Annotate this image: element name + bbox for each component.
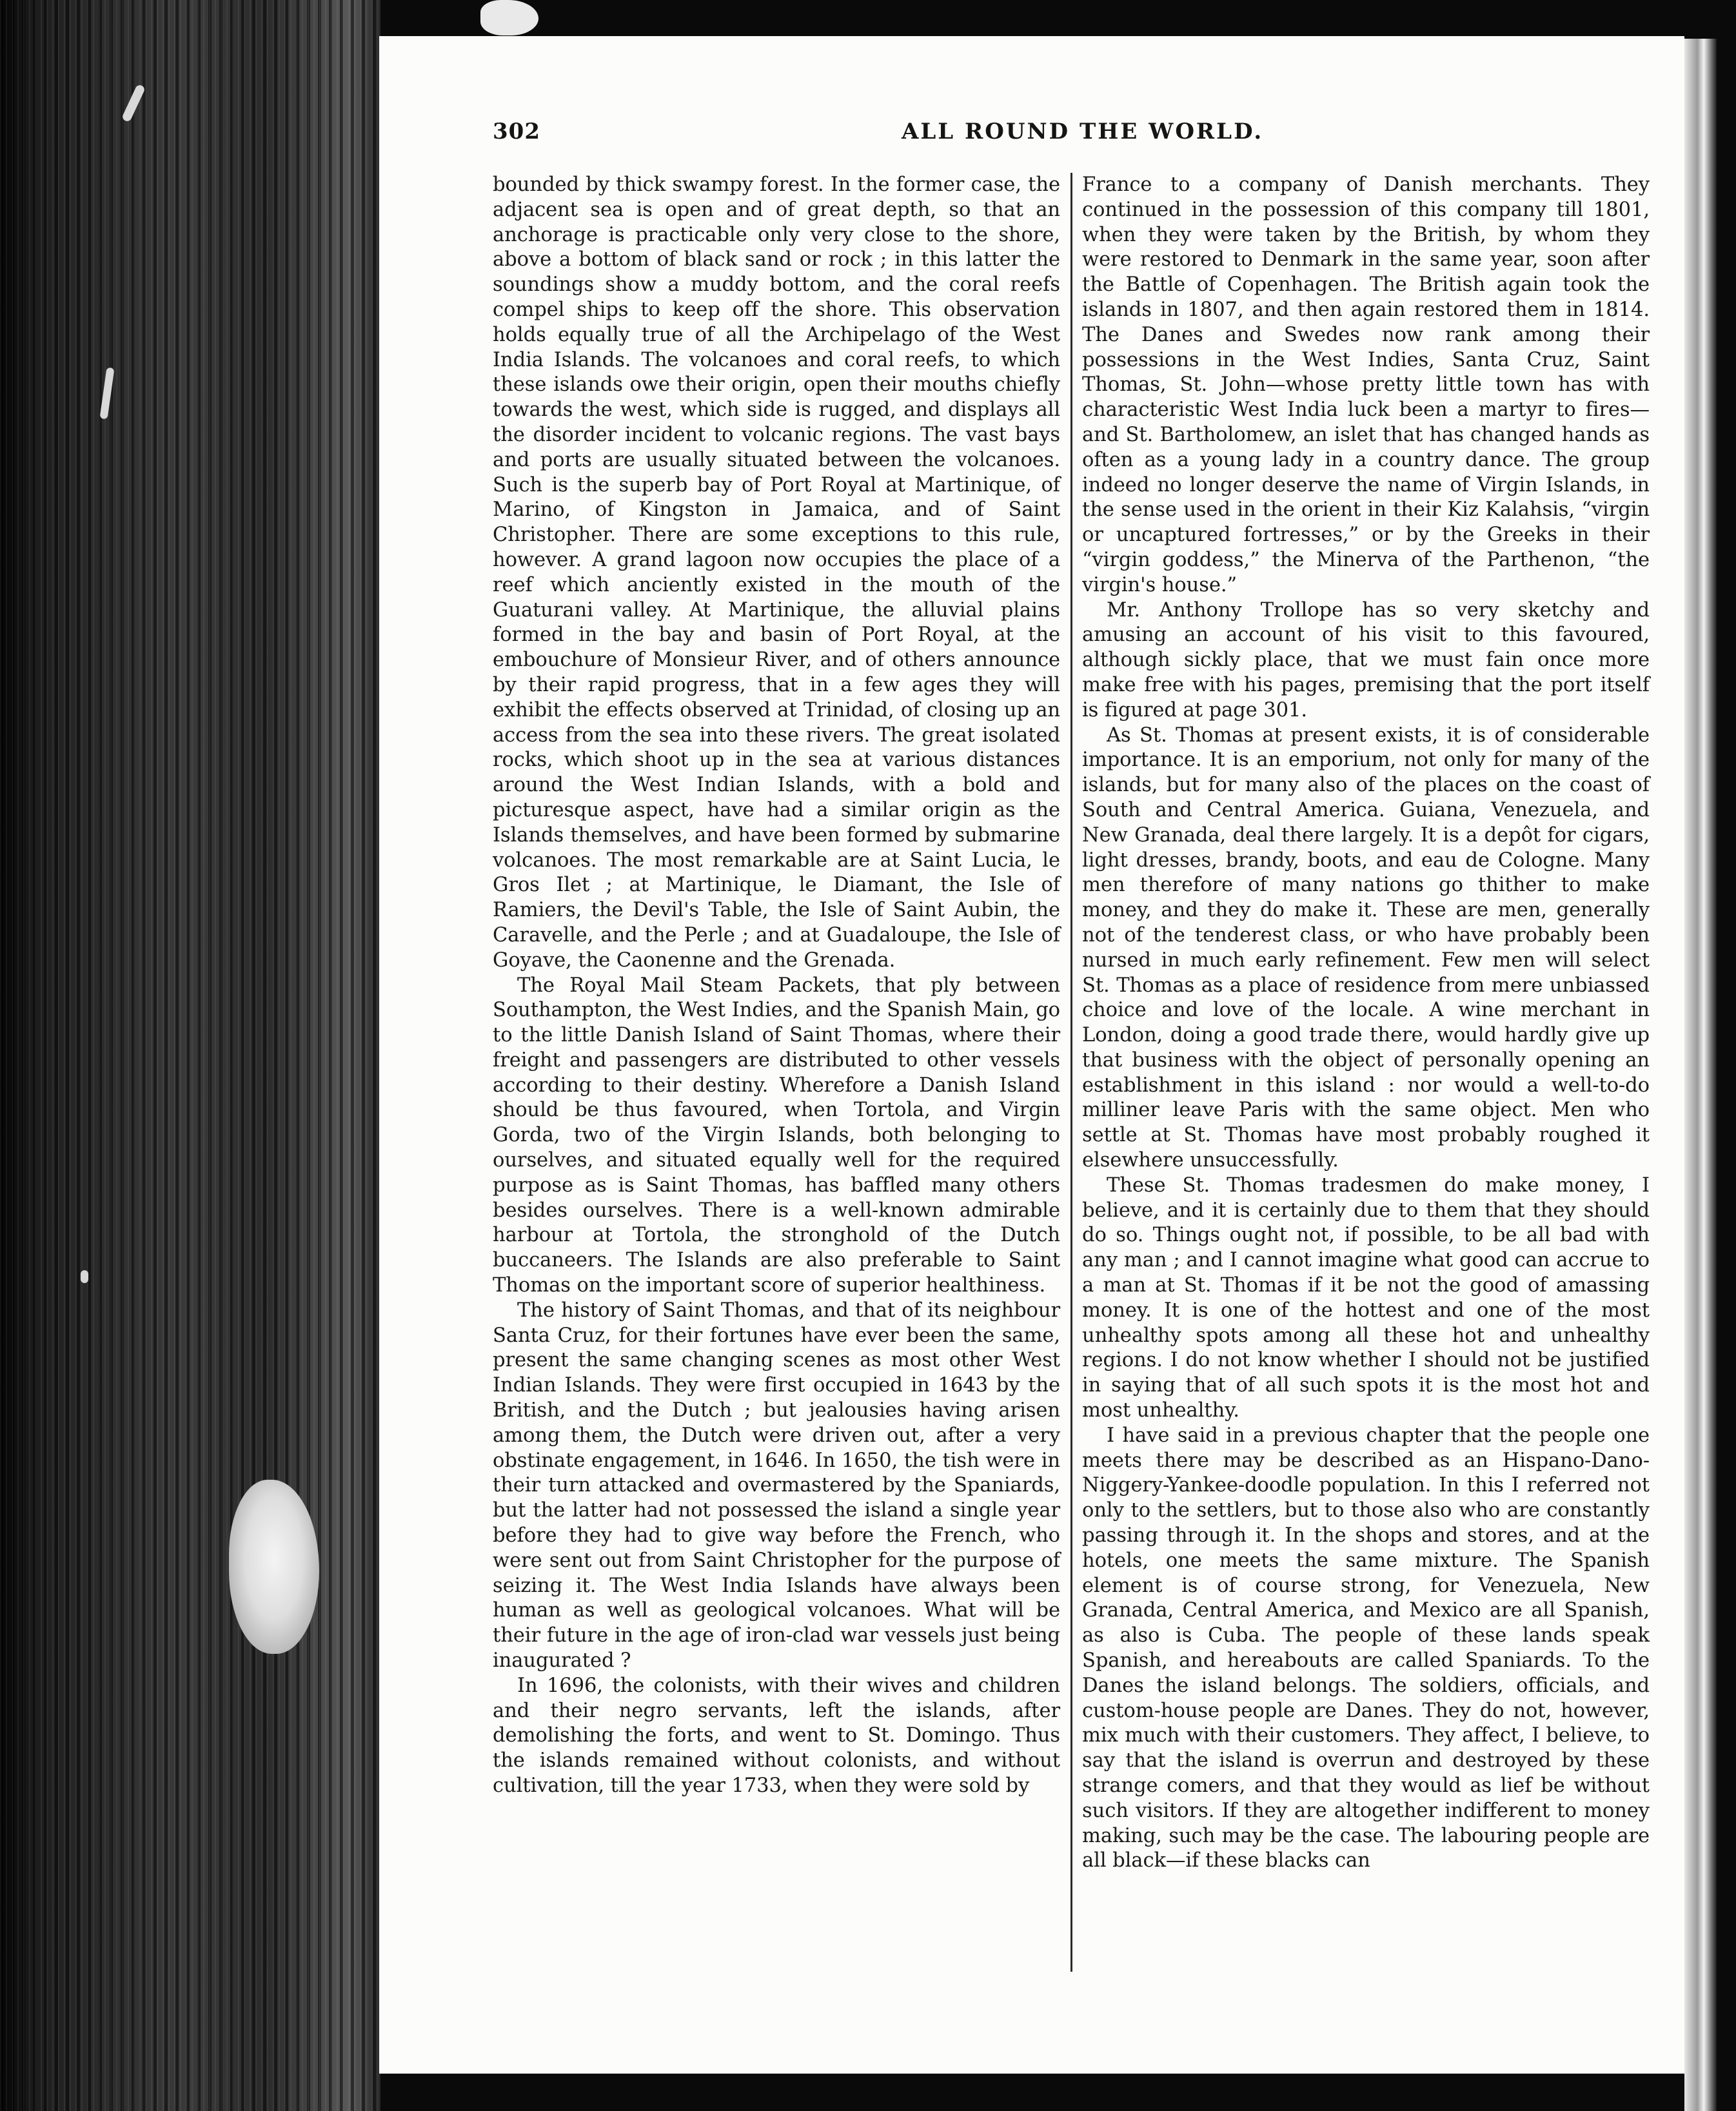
paragraph: As St. Thomas at present exists, it is of considerable importance. It is an emporium, not only for many of the islands, but for many also of the places on the coast of South and Central America. Guiana, Venezuela, and New Granada, deal there largely. It is a depôt for cigars, light dresses, brandy, boots, and eau de Cologne. Many men therefore of many nations go thither to make money, and they do make it. These are men, generally not of the tenderest class, or who have probably been nursed in much early refinement. Few men will select St. Thomas as a place of residence from mere unbiassed choice and love of the locale. A wine merchant in London, doing a good trade there, would hardly give up that business with the object of personally opening an establishment in this island : nor would a well-to-do milliner leave Paris with the same object. Men who settle at St. Thomas have most probably roughed it elsewhere unsuccessfully. bbox=[1082, 723, 1650, 1172]
paragraph: France to a company of Danish merchants. They continued in the possession of this company till 1801, when they were taken by the British, by whom they were restored to Denmark in the same year, soon after the Battle of Copenhagen. The British again took the islands in 1807, and then again restored them in 1814. The Danes and Swedes now rank among their possessions in the West Indies, Santa Cruz, Saint Thomas, St. John—whose pretty little town has with characteristic West India luck been a martyr to fires—and St. Bartholomew, an islet that has changed hands as often as a young lady in a country dance. The group indeed no longer deserve the name of Virgin Islands, in the sense used in the orient in their Kiz Kalahsis, “virgin or uncaptured fortresses,” or by the Greeks in their “virgin goddess,” the Minerva of the Parthenon, “the virgin's house.” bbox=[1082, 173, 1650, 596]
paragraph: bounded by thick swampy forest. In the former case, the adjacent sea is open and of great depth, so that an anchorage is practicable only very close to the shore, above a bottom of black sand or rock ; in this latter the soundings show a muddy bottom, and the coral reefs compel ships to keep off the shore. This observation holds equally true of all the Archipelago of the West India Islands. The volcanoes and coral reefs, to which these islands owe their origin, open their mouths chiefly towards the west, which side is rugged, and displays all the disorder incident to volcanic regions. The vast bays and ports are usually situated between the volcanoes. Such is the superb bay of Port Royal at Martinique, of Marino, of Kingston in Jamaica, and of Saint Christopher. There are some exceptions to this rule, however. A grand lagoon now occupies the place of a reef which anciently existed in the mouth of the Guaturani valley. At Martinique, the alluvial plains formed in the bay and basin of Port Royal, at the embouchure of Monsieur River, and of others announce by their rapid progress, that in a few ages they will exhibit the effects observed at Trinidad, of closing up an access from the sea into these rivers. The great isolated rocks, which shoot up in the sea at various distances around the West Indian Islands, with a bold and picturesque aspect, have had a similar origin as the Islands themselves, and have been formed by submarine volcanoes. The most remarkable are at Saint Lucia, le Gros Ilet ; at Martinique, le Diamant, the Isle of Ramiers, the Devil's Table, the Isle of Saint Aubin, the Caravelle, and the Perle ; and at Guadaloupe, the Isle of Goyave, the Caonenne and the Grenada. bbox=[493, 173, 1060, 972]
scan-speck bbox=[81, 1270, 88, 1283]
right-column bbox=[1082, 173, 1650, 1874]
paragraph: I have said in a previous chapter that the people one meets there may be described as an Hispano-Dano-Niggery-Yankee-doodle population. In this I referred not only to the settlers, but to those also who are constantly passing through it. In the shops and stores, and at the hotels, one meets the same mixture. The Spanish element is of course strong, for Venezuela, New Granada, Central America, and Mexico are all Spanish, as also is Cuba. The people of these lands speak Spanish, and hereabouts are called Spaniards. To the Danes the island belongs. The soldiers, officials, and custom-house people are Danes. They do not, however, mix much with their customers. They affect, I believe, to say that the island is overrun and destroyed by these strange comers, and that they would as lief be without such visitors. If they are altogether indifferent to money making, such may be the case. The labouring people are all black—if these blacks can bbox=[1082, 1424, 1650, 1872]
column-divider bbox=[1070, 173, 1072, 1972]
paper-tear-mark bbox=[480, 0, 538, 35]
running-title: ALL ROUND THE WORLD. bbox=[902, 119, 1264, 144]
page-number: 302 bbox=[493, 119, 540, 144]
left-column bbox=[493, 173, 1060, 1799]
page-right-edge bbox=[1684, 39, 1717, 2111]
paragraph: Mr. Anthony Trollope has so very sketchy and amusing an account of his visit to this favoured, although sickly place, that we must fain once more make free with his pages, premising that the port itself is figured at page 301. bbox=[1082, 598, 1650, 722]
paragraph: These St. Thomas tradesmen do make money, I believe, and it is certainly due to them that they should do so. Things ought not, if possible, to be all bad with any man ; and I cannot imagine what good can accrue to a man at St. Thomas if it be not the good of amassing money. It is one of the hottest and one of the most unhealthy spots among all these hot and unhealthy regions. I do not know whether I should not be justified in saying that of all such spots it is the most hot and most unhealthy. bbox=[1082, 1173, 1650, 1422]
paragraph: The Royal Mail Steam Packets, that ply between Southampton, the West Indies, and the Spanish Main, go to the little Danish Island of Saint Thomas, where their freight and passengers are distributed to other vessels according to their destiny. Wherefore a Danish Island should be thus favoured, when Tortola, and Virgin Gorda, two of the Virgin Islands, both belonging to ourselves, and situated equally well for the required purpose as is Saint Thomas, has baffled many others besides ourselves. There is a well-known admirable harbour at Tortola, the stronghold of the Dutch buccaneers. The Islands are also preferable to Saint Thomas on the important score of superior healthiness. bbox=[493, 974, 1060, 1297]
book-spine-dark-edge bbox=[0, 0, 380, 2111]
book-page bbox=[379, 36, 1684, 2074]
paragraph: In 1696, the colonists, with their wives and children and their negro servants, left the islands, after demolishing the forts, and went to St. Domingo. Thus the islands remained without colonists, and without cultivation, till the year 1733, when they were sold by bbox=[493, 1674, 1060, 1797]
paragraph: The history of Saint Thomas, and that of its neighbour Santa Cruz, for their fortunes have ever been the same, present the same changing scenes as most other West Indian Islands. They were first occupied in 1643 by the British, and the Dutch ; but jealousies having arisen among them, the Dutch were driven out, after a very obstinate engagement, in 1646. In 1650, the tish were in their turn attacked and overmastered by the Spaniards, but the latter had not possessed the island a single year before they had to give way before the French, who were sent out from Saint Christopher for the purpose of seizing it. The West India Islands have always been human as well as geological volcanoes. What will be their future in the age of iron-clad war vessels just being inaugurated ? bbox=[493, 1299, 1060, 1673]
